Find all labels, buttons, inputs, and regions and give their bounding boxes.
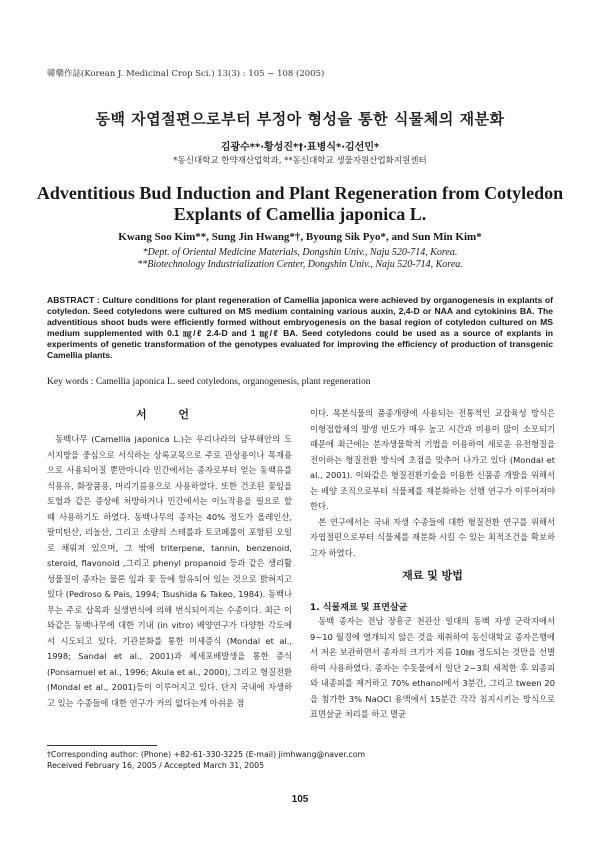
- intro-column: [47, 432, 292, 711]
- subsection-heading-materials: 1. 식물재료 및 표면살균: [310, 603, 408, 613]
- right-column-top: [310, 406, 555, 561]
- title-english: [0, 183, 600, 225]
- affiliation-english-2: **Biotechnology Industrialization Center, Dongshin Univ., Naju 520-714, Korea.: [137, 259, 463, 270]
- authors-korean: 김광수**·황성진*†·표병식*·김선민*: [220, 142, 380, 153]
- authors-english: Kwang Soo Kim**, Sung Jin Hwang*†, Byoung Sik Pyo*, and Sun Min Kim*: [118, 231, 482, 243]
- footnote-corresponding: †Corresponding author: (Phone) +82-61-330-3225 (E-mail) jimhwang@naver.com: [47, 750, 366, 759]
- journal-citation: 韓藥作誌(Korean J. Medicinal Crop Sci.) 13(3) : 105 − 108 (2005): [47, 69, 325, 79]
- section-heading-intro: 서 언: [135, 408, 204, 421]
- intro-paragraph: 동백나무 (Camellia japonica L.)는 우리나라의 남부해안의 도서지방을 중심으로 서식하는 상록교목으로 주로 관상용이나 목재용으로 사용되어질 뿐만아니라 민간에서는 종자로부터 얻는 동백유를 식용유, 화장품용, 머리기름용으로 사용하였다. 또한 건조된 꽃잎을 토혈과 같은 증상에 처방하거나 민간에서는 이뇨작용을 필요로 할 때 사용하기도 하였다. 동백나무의 종자는 40% 정도가 올레인산, 팔미틴산, 리놀산, 그리고 소량의 스테롤과 토코페롤이 포함된 오일로 채워져 있으며, 그 밖에 triterpene, tannin, benzenoid, steroid, flavonoid ,그리고 phenyl propanoid 등과 같은 생리활성물질이 종자는 물론 잎과 꽃 등에 함유되어 있는 것으로 밝혀지고 있다 (Pedroso & Pais, 1994; Tsushida & Takeo, 1984). 동백나무는 주로 삽목과 실생번식에 의해 번식되어지는 수종이다. 최근 이와같은 동백나무에 대한 기내 (in vitro) 배양연구가 다양한 각도에서 시도되고 있다. 기관분화를 통한 미세증식 (Mondal et al., 1998; Sandal et al., 2001)과 체세포배발생을 통한 증식 (Ponsamuel et al., 1996; Akula et al., 2000), 그리고 형질전환 (Mondal et al., 2001)등이 이루어지고 있다. 단지 국내에 자생하고 있는 수종들에 대한 연구가 거의 없다는게 아쉬운 점: [47, 434, 292, 708]
- footnotes: [47, 749, 365, 771]
- right-paragraph-1: 이다. 목본식물의 품종개량에 사용되는 전통적인 교잡육성 방식은 이형접합체의 발생 빈도가 매우 높고 시간과 비용이 많이 소모되기 때문에 최근에는 분자생물학적 기법을 이용하여 새로운 유전형질을 전이하는 형질전환 방식에 초점을 맞추어 나가고 있다 (Mondal et al., 2001). 이와같은 형질전환기술을 이용한 신품종 개발을 위해서는 배양 조직으로부터 식물체를 재분화하는 선행 연구가 이루어져야 한다.: [310, 408, 555, 511]
- section-heading-methods: 재료 및 방법: [402, 569, 463, 582]
- affiliation-english: [0, 247, 600, 271]
- footnote-received: Received February 16, 2005 / Accepted March 31, 2005: [47, 761, 265, 770]
- affiliation-english-1: *Dept. of Oriental Medicine Materials, Dongshin Univ., Naju 520-714, Korea.: [142, 247, 458, 258]
- title-english-line-1: Adventitious Bud Induction and Plant Regeneration from Cotyledon: [36, 183, 564, 203]
- title-korean: 동백 자엽절편으로부터 부정아 형성을 통한 식물체의 재분화: [95, 110, 505, 128]
- right-paragraph-2: 본 연구에서는 국내 자생 수종들에 대한 형질전환 연구를 위해서 자엽절편으로부터 식물체를 재분화 시킬 수 있는 최적조건을 확보하고자 하였다.: [310, 516, 555, 558]
- page-number: 105: [291, 794, 309, 805]
- methods-column: [310, 614, 555, 723]
- footnote-divider: [47, 745, 157, 746]
- title-english-line-2: Explants of Camellia japonica L.: [173, 204, 427, 224]
- abstract: ABSTRACT : Culture conditions for plant regeneration of Camellia japonica were achieved by organogenesis in explants of cotyledon. Seed cotyledons were cultured on MS medium containing various auxin, 2,4-D or NAA and cytokinins BA. The adventitious shoot buds were efficiently formed without embryogenesis on the basal region of cotyledon cultured on MS medium supplemented with 0.1 ㎎/ℓ 2.4-D and 1 ㎎/ℓ BA. Seed cotyledons could be used as a source of explants in experiments of genetic transformation of the genotypes evaluated for improving the efficiency of production of transgenic Camellia plants.: [47, 295, 553, 360]
- keywords: Key words : Camellia japonica L. seed cotyledons, organogenesis, plant regeneration: [47, 377, 371, 387]
- affiliation-korean: *동신대학교 한약재산업학과, **동신대학교 생물자원산업화지원센터: [173, 156, 427, 166]
- methods-paragraph: 동백 종자는 전남 장흥군 천관산 일대의 동백 자생 군락지에서 9~10 월경에 열개되지 않은 것을 채취하여 동신대학교 종자은행에서 저온 보관하면서 종자의 크기가 지름 10㎜ 정도되는 것만을 선별하여 사용하였다. 종자는 수돗물에서 일단 2~3회 세척한 후 외종피와 내종피를 제거하고 70% ethanol에서 3분간, 그리고 tween 20을 첨가한 3% NaOCl 용액에서 15분간 각각 침지시키는 방식으로 표면살균 처리를 하고 멸균: [310, 616, 555, 719]
